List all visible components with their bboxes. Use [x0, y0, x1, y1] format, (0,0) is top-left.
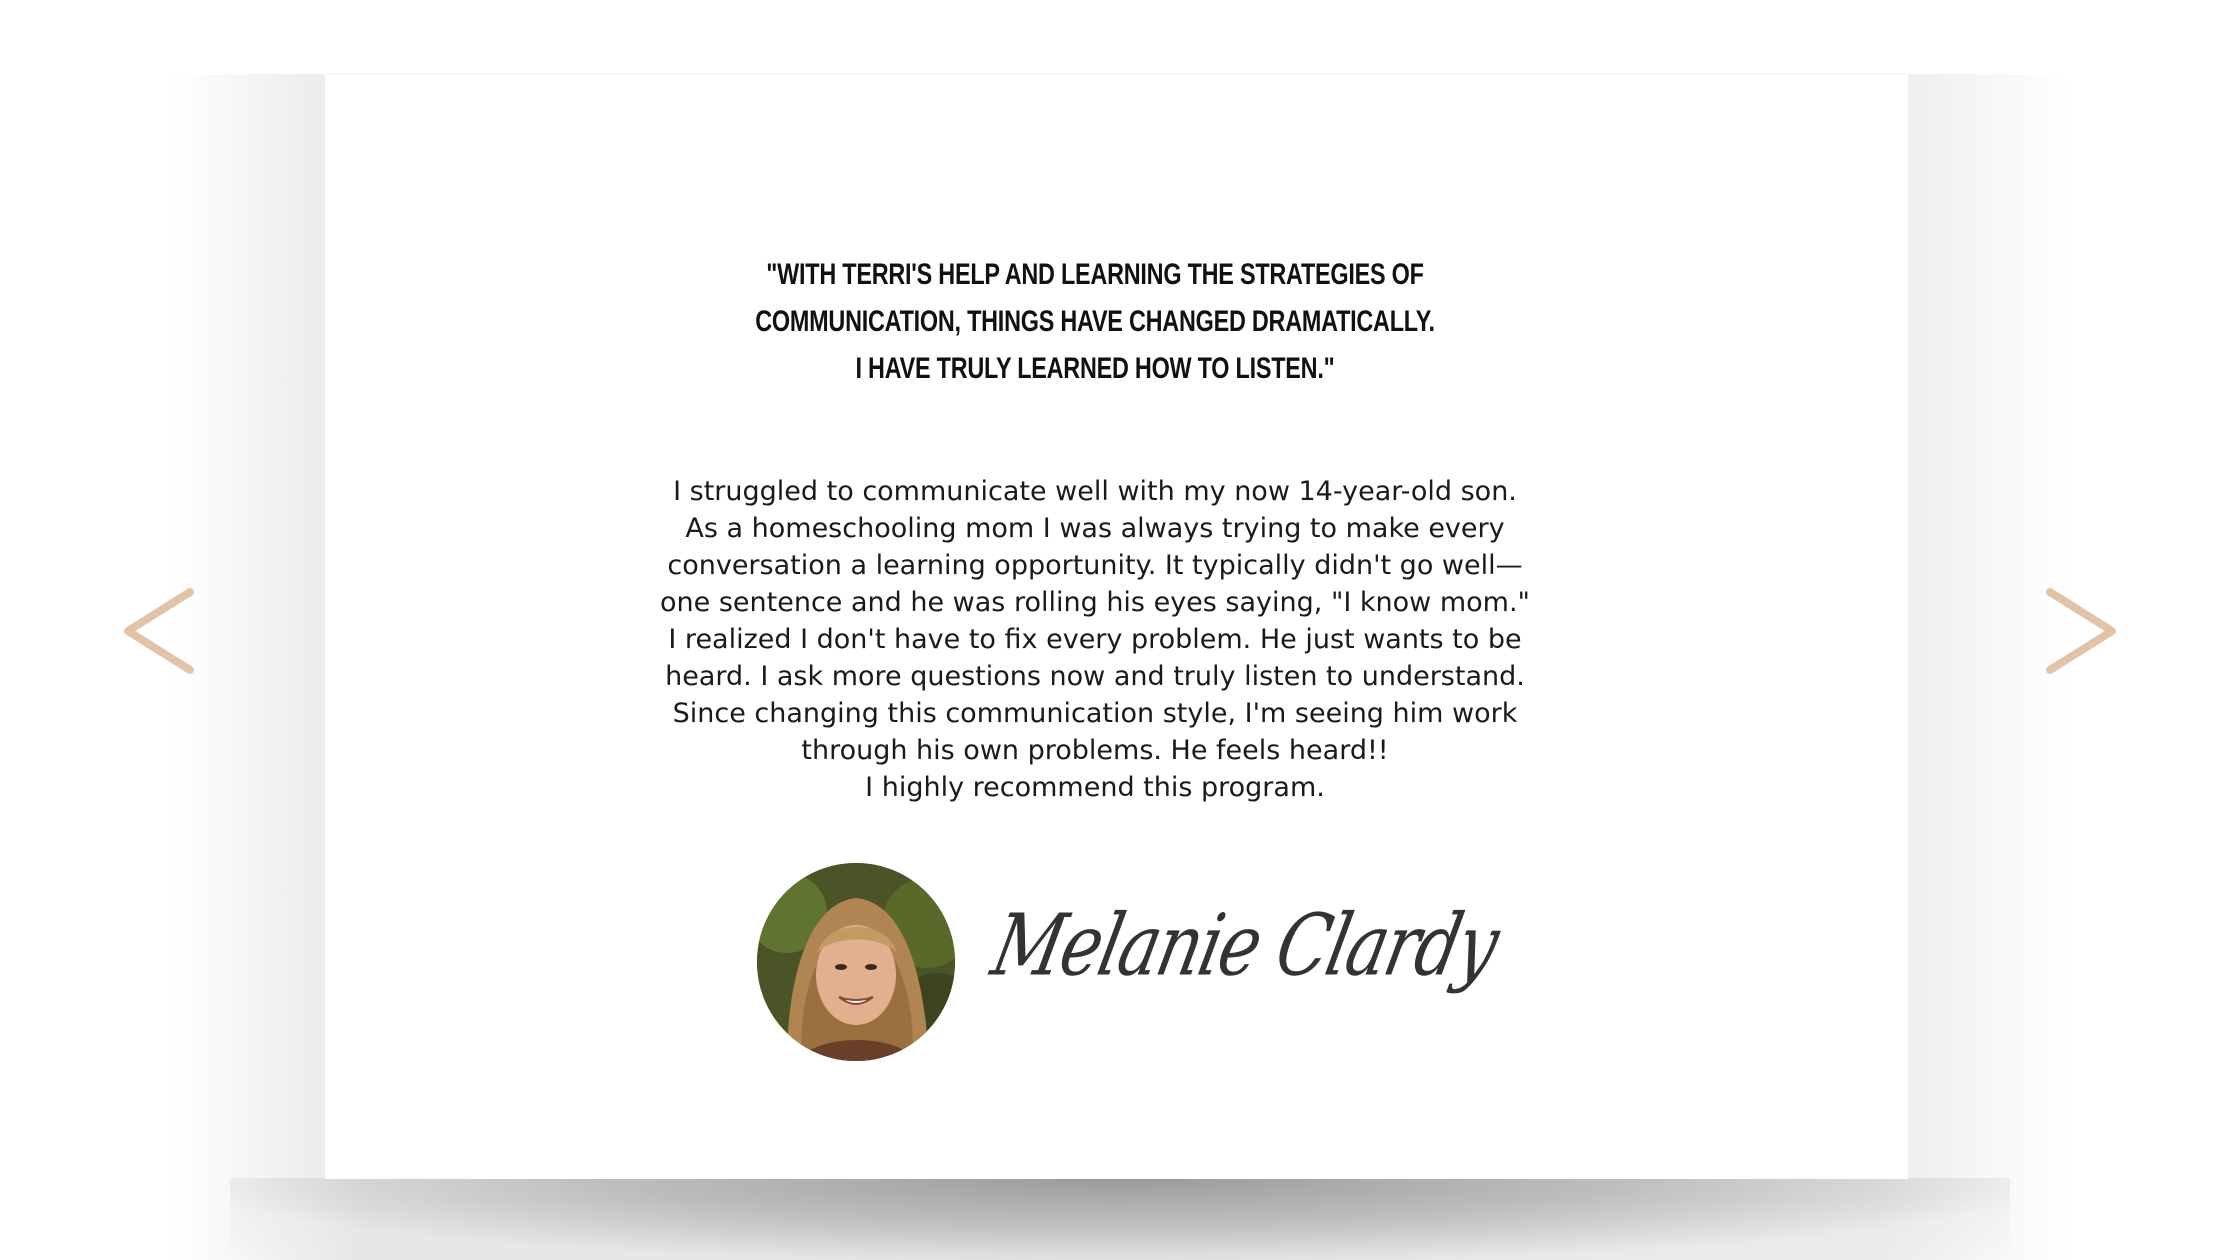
testimonial-body — [595, 473, 1595, 806]
body-line: As a homeschooling mom I was always trying to make every — [685, 513, 1505, 544]
testimonial-headline — [494, 251, 1695, 392]
author-avatar — [757, 863, 955, 1061]
next-slide-button[interactable] — [2040, 586, 2120, 676]
chevron-left-icon — [120, 586, 200, 676]
testimonial-card — [325, 74, 1908, 1179]
body-line: I realized I don't have to fix every problem. He just wants to be — [668, 624, 1522, 655]
body-line: I highly recommend this program. — [865, 772, 1325, 803]
body-line: through his own problems. He feels heard!! — [801, 735, 1389, 766]
body-line: Since changing this communication style, I'm seeing him work — [672, 698, 1518, 729]
chevron-right-icon — [2040, 586, 2120, 676]
headline-line: I HAVE TRULY LEARNED HOW TO LISTEN." — [855, 352, 1335, 385]
body-line: conversation a learning opportunity. It typically didn't go well— — [667, 550, 1523, 581]
body-line: heard. I ask more questions now and truly listen to understand. — [665, 661, 1525, 692]
headline-line: "WITH TERRI'S HELP AND LEARNING THE STRATEGIES OF — [766, 258, 1424, 291]
author-signature: Melanie Clardy — [984, 897, 1506, 996]
prev-slide-button[interactable] — [120, 586, 200, 676]
headline-line: COMMUNICATION, THINGS HAVE CHANGED DRAMATICALLY. — [755, 305, 1435, 338]
body-line: one sentence and he was rolling his eyes saying, "I know mom." — [660, 587, 1530, 618]
body-line: I struggled to communicate well with my now 14-year-old son. — [673, 476, 1517, 507]
author-photo — [757, 863, 955, 1061]
card-shadow — [230, 1178, 2010, 1260]
